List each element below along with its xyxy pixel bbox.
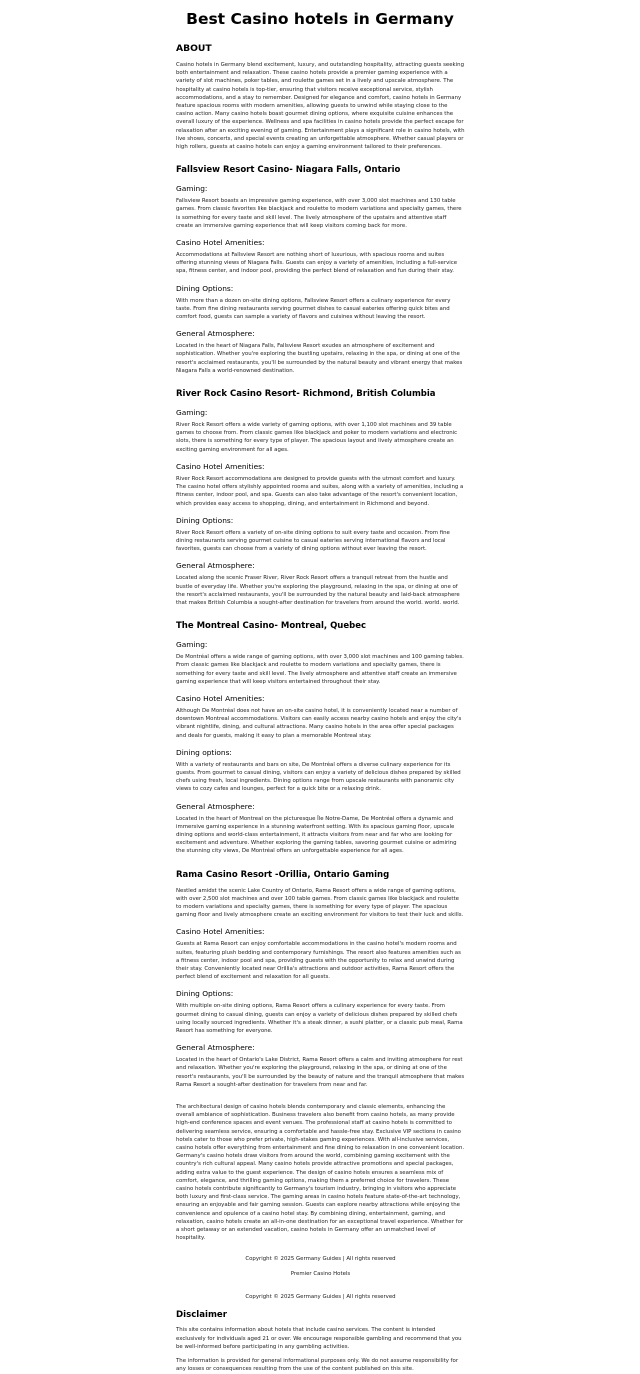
section-heading: General Atmosphere: (176, 801, 255, 811)
hotel-title: Rama Casino Resort -Orillia, Ontario Gaming (176, 869, 390, 880)
disclaimer-text: This site contains information about hotels that include casino services. The content is intended exclusively for individuals aged 21 or over. We encourage responsible gambling and recommend that you be well-informed before participating in any gambling activities. (176, 1327, 462, 1350)
main-content (176, 43, 465, 1374)
section-text: With a variety of restaurants and bars on site, De Montréal offers a diverse culinary experience for its guests. From gourmet to casual dining, visitors can enjoy a variety of delicious dishes prepared by skilled chefs using fresh, local ingredients. Dining options range from upscale restaurants with panoramic city views to cozy cafes and lounges, perfect for a quick bite or a relaxing drink. (176, 761, 461, 793)
about-text: Casino hotels in Germany blend excitement, luxury, and outstanding hospitality, attracting guests seeking both entertainment and relaxation. These casino hotels provide a premier gaming experience with a variety of slot machines, poker tables, and roulette games set in a lively and upscale atmosphere. The hospitality at casino hotels is top-tier, ensuring that visitors receive exceptional service, stylish accommodations, and a stay to remember. Designed for elegance and comfort, casino hotels in Germany feature spacious rooms with modern amenities, allowing guests to unwind while staying close to the casino action. Many casino hotels boast gourmet dining options, where exquisite cuisine enhances the overall luxury of the experience. Wellness and spa facilities in casino hotels provide the perfect escape for relaxation after an exciting evening of gaming. Entertainment plays a significant role in casino hotels, with live shows, concerts, and special events creating an unforgettable atmosphere. Whether casual players or high rollers, guests at casino hotels can enjoy a gaming environment tailored to their preferences. (176, 62, 465, 151)
hotel-section-rama (176, 870, 465, 1089)
section-heading: Casino Hotel Amenities: (176, 927, 265, 937)
section-text: With multiple on-site dining options, Rama Resort offers a culinary experience for every taste. From gourmet dining to casual dining, guests can enjoy a variety of delicious dishes prepared by skilled chefs using locally sourced ingredients. Whether it's a steak dinner, a sushi platter, or a classic pub meal, Rama Resort has something for everyone. (176, 1003, 463, 1035)
footer-copyright: Copyright © 2025 Germany Guides | All rights reserved (245, 1256, 396, 1263)
section-text: Located in the heart of Montreal on the picturesque Île Notre-Dame, De Montréal offers a dynamic and immersive gaming experience in a stunning waterfront setting. With its spacious gaming floor, upscale dining options and world-class entertainment, it attracts visitors from near and far who are looking for excitement and adventure. Whether exploring the gaming tables, savoring gourmet cuisine or admiring the stunning city views, De Montréal offers an unforgettable experience for all ages. (176, 815, 457, 855)
section-heading: Dining Options: (176, 515, 234, 525)
closing-text: The architectural design of casino hotels blends contemporary and classic elements, enhancing the overall ambiance of sophistication. Business travelers also benefit from casino hotels, as many provide high-end conference spaces and event venues. The professional staff at casino hotels is committed to delivering seamless service, ensuring a comfortable and hassle-free stay. Exclusive VIP sections in casino hotels cater to those who prefer private, high-stakes gaming experiences. With all-inclusive services, casino hotels offer everything from entertainment and fine dining to relaxation in one convenient location. Germany's casino hotels draw visitors from around the world, combining gaming excitement with the country's rich cultural appeal. Many casino hotels provide attractive promotions and special packages, adding extra value to the guest experience. The design of casino hotels ensures a seamless mix of comfort, elegance, and thrilling gaming options, making them a preferred choice for travelers. These casino hotels contribute significantly to Germany's tourism industry, bringing in visitors who appreciate both luxury and first-class service. The gaming areas in casino hotels feature state-of-the-art technology, ensuring an enjoyable and fair gaming session. Guests can explore nearby attractions while enjoying the convenience and opulence of a casino hotel stay. By combining dining, entertainment, gaming, and relaxation, casino hotels create an all-in-one destination for an exceptional travel experience. Whether for a short getaway or an extended vacation, casino hotels in Germany offer an unmatched level of hospitality. (176, 1104, 465, 1242)
section-text: Guests at Rama Resort can enjoy comfortable accommodations in the casino hotel's modern rooms and suites, featuring plush bedding and contemporary furnishings. The resort also features amenities such as a fitness center, indoor pool and spa, providing guests with the opportunity to relax and unwind during their stay. Conveniently located near Orillia's attractions and outdoor activities, Rama Resort offers the perfect blend of excitement and relaxation for all guests. (176, 941, 461, 981)
hotel-title: River Rock Casino Resort- Richmond, British Columbia (176, 389, 436, 400)
section-heading: Dining Options: (176, 989, 234, 999)
hotel-title: Fallsview Resort Casino- Niagara Falls, Ontario (176, 165, 401, 176)
section-heading: Gaming: (176, 640, 208, 650)
section-heading: Dining options: (176, 747, 232, 757)
section-heading: General Atmosphere: (176, 561, 255, 571)
section-text: Located in the heart of Niagara Falls, Fallsview Resort exudes an atmosphere of excitement and sophistication. Whether you're exploring the bustling upstairs, relaxing in the spa, or dining at one of the resort's acclaimed restaurants, you'll be surrounded by the natural beauty and vibrant energy that makes Niagara Falls a world-renowned destination. (176, 343, 463, 374)
section-text: Located in the heart of Ontario's Lake District, Rama Resort offers a calm and inviting atmosphere for rest and relaxation. Whether you're exploring the playground, relaxing in the spa, or dining at one of the resort's restaurants, you'll be surrounded by the beauty of nature and the tranquil atmosphere that makes Rama Resort a sought-after destination for travelers from near and far. (176, 1057, 465, 1088)
section-text: River Rock Resort offers a wide variety of gaming options, with over 1,100 slot machines and 39 table games to choose from. From classic games like blackjack and poker to modern variations and electronic slots, there is something for every type of player. The spacious layout and lively atmosphere create an exciting gaming environment for all ages. (176, 422, 458, 453)
section-text: River Rock Resort offers a variety of on-site dining options to suit every taste and occasion. From fine dining restaurants serving gourmet cuisine to casual eateries serving international flavors and local favorites, guests can choose from a variety of dining options without ever leaving the resort. (176, 529, 450, 553)
section-heading: Gaming: (176, 184, 208, 194)
section-text: River Rock Resort accommodations are designed to provide guests with the utmost comfort and luxury. The casino hotel offers stylishly appointed rooms and suites, along with a variety of amenities, including a fitness center, indoor pool, and spa. Guests can also take advantage of the resort's convenient location, which provides easy access to shopping, dining, and entertainment in Richmond and beyond. (176, 475, 464, 507)
hotel-title: The Montreal Casino- Montreal, Quebec (176, 621, 367, 632)
footer-copyright-secondary: Copyright © 2025 Germany Guides | All rights reserved (245, 1294, 396, 1301)
disclaimer-heading: Disclaimer (176, 1310, 228, 1321)
section-text: Although De Montréal does not have an on-site casino hotel, it is conveniently located near a number of downtown Montreal accommodations. Visitors can easily access nearby casino hotels and enjoy the city's vibrant nightlife, dining, and cultural attractions. Many casino hotels in the area offer special packages and deals for guests, making it easy to plan a memorable Montreal stay. (176, 707, 462, 739)
section-heading: General Atmosphere: (176, 329, 255, 339)
hotel-section-fallsview (176, 165, 465, 375)
section-text: Located along the scenic Fraser River, River Rock Resort offers a tranquil retreat from the hustle and bustle of everyday life. Whether you're exploring the playground, relaxing in the spa, or dining at one of the resort's acclaimed restaurants, you'll be surrounded by the natural beauty and laid-back atmosphere that makes British Columbia a sought-after destination for travelers from around the world. world. world. (176, 575, 460, 606)
section-text: Accommodations at Fallsview Resort are nothing short of luxurious, with spacious rooms and suites offering stunning views of Niagara Falls. Guests can enjoy a variety of amenities, including a full-service spa, fitness center, and indoor pool, providing the perfect blend of relaxation and fun during their stay. (176, 252, 458, 275)
hotel-section-river-rock (176, 389, 465, 607)
section-text: De Montréal offers a wide range of gaming options, with over 3,000 slot machines and 100 gaming tables. From classic games like blackjack and roulette to modern variations and specialty games, there is something for every taste and skill level. The lively atmosphere and attentive staff create an immersive gaming experience that will keep visitors entertained throughout their stay. (176, 654, 464, 685)
disclaimer-text: The information is provided for general informational purposes only. We do not assume responsibility for any losses or consequences resulting from the use of the content published on this site. (176, 1358, 459, 1373)
about-heading: ABOUT (176, 43, 212, 54)
section-heading: Casino Hotel Amenities: (176, 693, 265, 703)
hotel-intro-text: Nestled amidst the scenic Lake Country of Ontario, Rama Resort offers a wide range of gaming options, with over 2,500 slot machines and over 100 table games. From classic games like blackjack and roulette to modern variations and specialty games, there is something for every type of player. The spacious gaming floor and lively atmosphere create an exciting environment for visitors to test their luck and skills. (176, 887, 464, 919)
page-title: Best Casino hotels in Germany (186, 10, 454, 28)
section-heading: Casino Hotel Amenities: (176, 461, 265, 471)
section-text: Fallsview Resort boasts an impressive gaming experience, with over 3,000 slot machines and 130 table games. From classic favorites like blackjack and roulette to modern variations and specialty games, there is something for every taste and skill level. The lively atmosphere of the upstairs and attentive staff create an immersive gaming experience that will keep visitors coming back for more. (176, 198, 462, 229)
section-heading: Dining Options: (176, 283, 234, 293)
about-section (176, 43, 465, 151)
section-heading: General Atmosphere: (176, 1043, 255, 1053)
section-heading: Casino Hotel Amenities: (176, 238, 265, 248)
section-text: With more than a dozen on-site dining options, Fallsview Resort offers a culinary experience for every taste. From fine dining restaurants serving gourmet dishes to casual eateries offering quick bites and comfort food, guests can sample a variety of flavors and cuisines without leaving the resort. (176, 297, 451, 321)
hotel-section-montreal (176, 621, 465, 855)
disclaimer-section (176, 1310, 465, 1373)
footer-brand: Premier Casino Hotels (290, 1271, 351, 1278)
section-heading: Gaming: (176, 408, 208, 418)
